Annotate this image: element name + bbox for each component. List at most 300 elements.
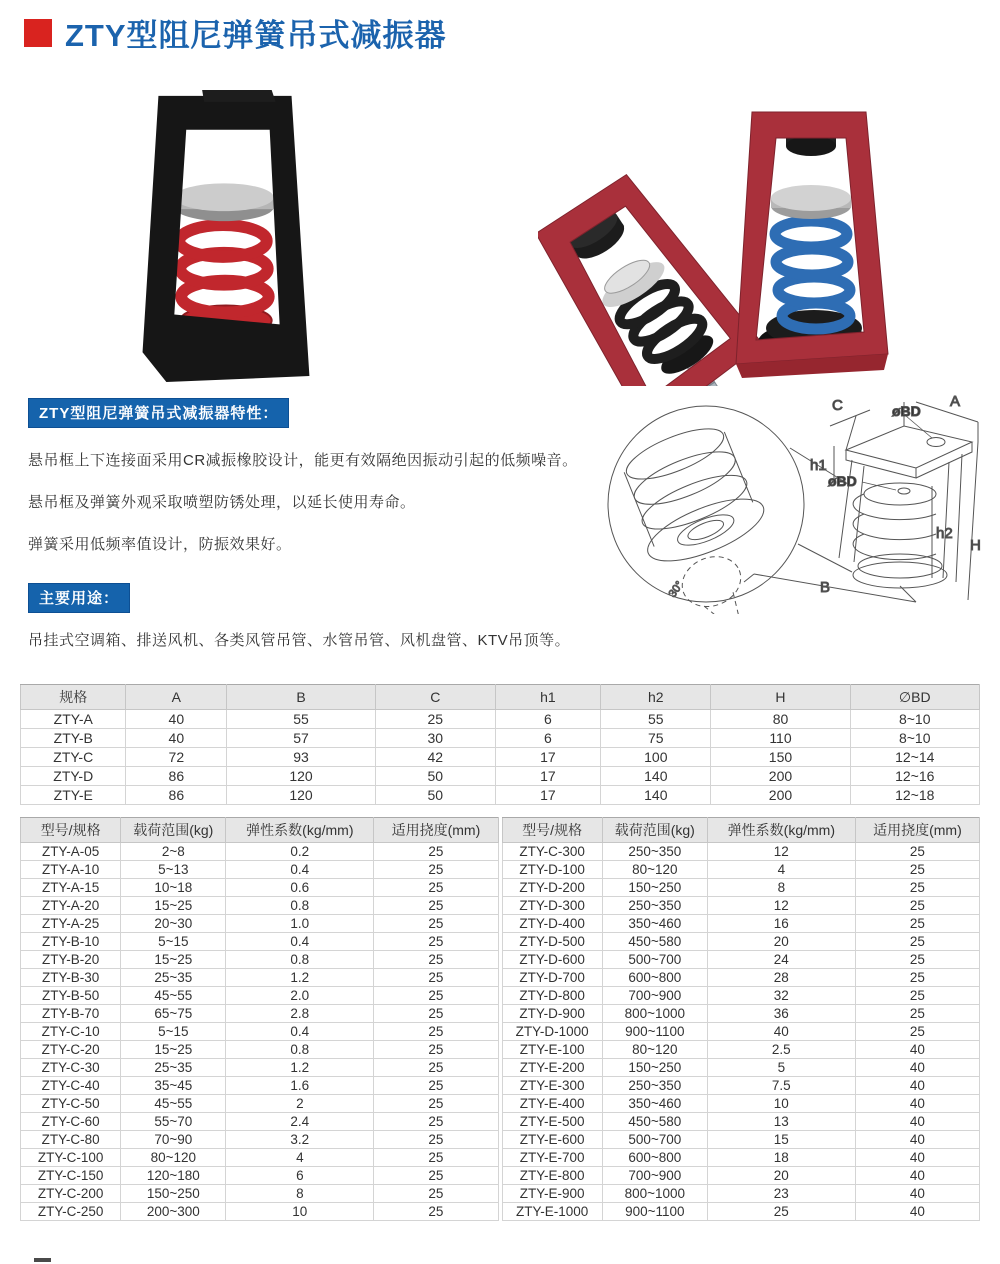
table-cell: 40 bbox=[855, 1203, 979, 1221]
table-cell: 100 bbox=[601, 748, 711, 767]
table-cell: ZTY-E-100 bbox=[502, 1041, 602, 1059]
table-cell: 42 bbox=[375, 748, 495, 767]
table-cell: 80~120 bbox=[602, 1041, 707, 1059]
table-cell: 12~14 bbox=[850, 748, 980, 767]
page-title-bar bbox=[24, 10, 447, 55]
table-cell: 8 bbox=[707, 879, 855, 897]
table-cell: ZTY-E-600 bbox=[502, 1131, 602, 1149]
table-row bbox=[21, 1113, 499, 1131]
table-cell: 40 bbox=[855, 1131, 979, 1149]
header-row bbox=[21, 685, 980, 710]
table-cell: ZTY-B-50 bbox=[21, 987, 121, 1005]
table-cell: ZTY-C-200 bbox=[21, 1185, 121, 1203]
table-row bbox=[21, 1041, 499, 1059]
table-cell: ZTY-B-10 bbox=[21, 933, 121, 951]
table-cell: 120 bbox=[227, 786, 376, 805]
table-cell: ZTY-B-30 bbox=[21, 969, 121, 987]
table-cell: 24 bbox=[707, 951, 855, 969]
column-header: A bbox=[126, 685, 227, 710]
table-cell: 25 bbox=[374, 933, 498, 951]
table-cell: ZTY-D-300 bbox=[502, 897, 602, 915]
table-cell: 65~75 bbox=[121, 1005, 226, 1023]
table-row bbox=[502, 951, 980, 969]
table-row bbox=[502, 969, 980, 987]
table-row bbox=[502, 843, 980, 861]
table-cell: 6 bbox=[495, 710, 600, 729]
table-cell: 50 bbox=[375, 767, 495, 786]
table-cell: 25 bbox=[374, 1185, 498, 1203]
table-cell: 12 bbox=[707, 843, 855, 861]
table-cell: 25 bbox=[855, 897, 979, 915]
table-cell: 40 bbox=[707, 1023, 855, 1041]
table-cell: 93 bbox=[227, 748, 376, 767]
table-cell: 120~180 bbox=[121, 1167, 226, 1185]
table-cell: 2~8 bbox=[121, 843, 226, 861]
red-hangers-illustration bbox=[538, 96, 906, 386]
table-row bbox=[502, 933, 980, 951]
table-cell: 700~900 bbox=[602, 987, 707, 1005]
table-row bbox=[21, 879, 499, 897]
table-row bbox=[21, 897, 499, 915]
table-row bbox=[502, 897, 980, 915]
table-cell: 25 bbox=[855, 1023, 979, 1041]
table-cell: 350~460 bbox=[602, 915, 707, 933]
table-cell: 17 bbox=[495, 786, 600, 805]
table-cell: ZTY-D-1000 bbox=[502, 1023, 602, 1041]
table-cell: 900~1100 bbox=[602, 1203, 707, 1221]
table-cell: 40 bbox=[855, 1113, 979, 1131]
table-cell: 7.5 bbox=[707, 1077, 855, 1095]
table-cell: 15~25 bbox=[121, 897, 226, 915]
dimension-diagram bbox=[594, 386, 982, 614]
table-cell: 350~460 bbox=[602, 1095, 707, 1113]
table-row bbox=[502, 1131, 980, 1149]
table-cell: 140 bbox=[601, 767, 711, 786]
table-cell: 40 bbox=[855, 1059, 979, 1077]
table-cell: 150~250 bbox=[602, 879, 707, 897]
table-cell: 25~35 bbox=[121, 969, 226, 987]
table-cell: ZTY-D-900 bbox=[502, 1005, 602, 1023]
table-row bbox=[502, 861, 980, 879]
table-cell: ZTY-E bbox=[21, 786, 126, 805]
column-header: 载荷范围(kg) bbox=[602, 818, 707, 843]
table-cell: 40 bbox=[855, 1185, 979, 1203]
table-cell: ZTY-E-700 bbox=[502, 1149, 602, 1167]
table-cell: 25 bbox=[374, 1167, 498, 1185]
table-cell: 25 bbox=[855, 1005, 979, 1023]
product-photo-black-hanger bbox=[122, 86, 322, 384]
table-cell: 10~18 bbox=[121, 879, 226, 897]
table-row bbox=[21, 786, 980, 805]
table-row bbox=[21, 987, 499, 1005]
table-cell: 25 bbox=[707, 1203, 855, 1221]
table-cell: 0.8 bbox=[226, 951, 374, 969]
table-cell: 5~13 bbox=[121, 861, 226, 879]
table-cell: 80 bbox=[711, 710, 850, 729]
table-cell: 1.2 bbox=[226, 969, 374, 987]
table-cell: 25 bbox=[374, 843, 498, 861]
table-cell: 18 bbox=[707, 1149, 855, 1167]
table-cell: 0.2 bbox=[226, 843, 374, 861]
table-cell: ZTY-D-400 bbox=[502, 915, 602, 933]
table-cell: ZTY-D-100 bbox=[502, 861, 602, 879]
table-cell: 0.8 bbox=[226, 1041, 374, 1059]
table-cell: ZTY-C-10 bbox=[21, 1023, 121, 1041]
table-cell: 55 bbox=[601, 710, 711, 729]
table-cell: ZTY-C-250 bbox=[21, 1203, 121, 1221]
table-cell: 5~15 bbox=[121, 1023, 226, 1041]
table-cell: 72 bbox=[126, 748, 227, 767]
table-cell: ZTY-A-15 bbox=[21, 879, 121, 897]
table-cell: 4 bbox=[707, 861, 855, 879]
table-cell: 1.0 bbox=[226, 915, 374, 933]
table-cell: 20 bbox=[707, 1167, 855, 1185]
table-cell: 55~70 bbox=[121, 1113, 226, 1131]
table-cell: 0.8 bbox=[226, 897, 374, 915]
column-header: C bbox=[375, 685, 495, 710]
table-cell: ZTY-B-70 bbox=[21, 1005, 121, 1023]
table-row bbox=[21, 748, 980, 767]
table-row bbox=[21, 915, 499, 933]
black-hanger-illustration bbox=[122, 86, 322, 384]
table-row bbox=[502, 1203, 980, 1221]
table-cell: ZTY-D-200 bbox=[502, 879, 602, 897]
table-cell: 70~90 bbox=[121, 1131, 226, 1149]
column-header: H bbox=[711, 685, 850, 710]
spec-table-left-wrap bbox=[20, 817, 499, 1221]
table-cell: ZTY-C-100 bbox=[21, 1149, 121, 1167]
column-header: 弹性系数(kg/mm) bbox=[226, 818, 374, 843]
red-square-bullet-icon bbox=[24, 19, 52, 47]
spec-table-left bbox=[20, 817, 499, 1221]
table-row bbox=[21, 767, 980, 786]
dim-label-h2: h2 bbox=[936, 525, 953, 542]
table-cell: ZTY-C-300 bbox=[502, 843, 602, 861]
table-cell: 120 bbox=[227, 767, 376, 786]
table-cell: 250~350 bbox=[602, 843, 707, 861]
table-cell: ZTY-D-800 bbox=[502, 987, 602, 1005]
table-cell: ZTY-D bbox=[21, 767, 126, 786]
table-cell: 17 bbox=[495, 767, 600, 786]
table-cell: 45~55 bbox=[121, 987, 226, 1005]
table-cell: 25 bbox=[374, 1059, 498, 1077]
table-cell: 2.5 bbox=[707, 1041, 855, 1059]
table-cell: ZTY-C bbox=[21, 748, 126, 767]
table-cell: ZTY-E-300 bbox=[502, 1077, 602, 1095]
table-cell: ZTY-A bbox=[21, 710, 126, 729]
column-header: 载荷范围(kg) bbox=[121, 818, 226, 843]
table-cell: 20 bbox=[707, 933, 855, 951]
table-cell: 2.0 bbox=[226, 987, 374, 1005]
table-cell: 25 bbox=[855, 843, 979, 861]
table-row bbox=[21, 843, 499, 861]
table-cell: 140 bbox=[601, 786, 711, 805]
dimension-table bbox=[20, 684, 980, 805]
table-cell: 1.2 bbox=[226, 1059, 374, 1077]
table-cell: 17 bbox=[495, 748, 600, 767]
table-cell: ZTY-E-900 bbox=[502, 1185, 602, 1203]
product-photo-red-hangers bbox=[538, 96, 906, 386]
features-heading-banner: ZTY型阻尼弹簧吊式减振器特性： bbox=[28, 398, 289, 428]
table-row bbox=[21, 729, 980, 748]
table-cell: 12~18 bbox=[850, 786, 980, 805]
table-row bbox=[21, 1203, 499, 1221]
table-row bbox=[21, 1023, 499, 1041]
table-cell: 150~250 bbox=[602, 1059, 707, 1077]
table-row bbox=[502, 1167, 980, 1185]
table-cell: 0.4 bbox=[226, 1023, 374, 1041]
table-row bbox=[502, 1149, 980, 1167]
table-cell: ZTY-E-800 bbox=[502, 1167, 602, 1185]
table-cell: 35~45 bbox=[121, 1077, 226, 1095]
usage-section bbox=[28, 583, 748, 650]
table-cell: 13 bbox=[707, 1113, 855, 1131]
table-cell: 10 bbox=[707, 1095, 855, 1113]
table-cell: ZTY-C-30 bbox=[21, 1059, 121, 1077]
table-cell: 23 bbox=[707, 1185, 855, 1203]
table-cell: 25 bbox=[374, 879, 498, 897]
features-section bbox=[28, 398, 603, 554]
table-cell: 0.4 bbox=[226, 933, 374, 951]
table-cell: 30 bbox=[375, 729, 495, 748]
table-cell: 25 bbox=[374, 1077, 498, 1095]
table-cell: 800~1000 bbox=[602, 1185, 707, 1203]
table-cell: 25 bbox=[374, 1203, 498, 1221]
dim-label-h1: h1 bbox=[810, 457, 827, 474]
table-cell: 15 bbox=[707, 1131, 855, 1149]
table-cell: 40 bbox=[855, 1041, 979, 1059]
table-cell: ZTY-A-05 bbox=[21, 843, 121, 861]
table-cell: 25 bbox=[374, 915, 498, 933]
table-cell: 25~35 bbox=[121, 1059, 226, 1077]
table-cell: 12 bbox=[707, 897, 855, 915]
table-cell: 5~15 bbox=[121, 933, 226, 951]
table-cell: 25 bbox=[374, 861, 498, 879]
table-row bbox=[502, 1023, 980, 1041]
dimension-table-section bbox=[20, 684, 980, 805]
table-cell: 600~800 bbox=[602, 1149, 707, 1167]
table-cell: 25 bbox=[374, 951, 498, 969]
usage-text: 吊挂式空调箱、排送风机、各类风管吊管、水管吊管、风机盘管、KTV吊顶等。 bbox=[28, 632, 571, 649]
column-header: h2 bbox=[601, 685, 711, 710]
table-row bbox=[21, 933, 499, 951]
table-cell: 700~900 bbox=[602, 1167, 707, 1185]
table-cell: 80~120 bbox=[602, 861, 707, 879]
dim-label-b: B bbox=[820, 579, 831, 596]
table-row bbox=[21, 1077, 499, 1095]
table-cell: 0.6 bbox=[226, 879, 374, 897]
table-cell: 50 bbox=[375, 786, 495, 805]
column-header: 弹性系数(kg/mm) bbox=[707, 818, 855, 843]
table-row bbox=[21, 1131, 499, 1149]
table-cell: 25 bbox=[374, 1113, 498, 1131]
table-cell: 15~25 bbox=[121, 1041, 226, 1059]
table-cell: 2 bbox=[226, 1095, 374, 1113]
column-header: h1 bbox=[495, 685, 600, 710]
table-cell: 25 bbox=[855, 915, 979, 933]
table-row bbox=[502, 987, 980, 1005]
table-row bbox=[502, 1113, 980, 1131]
dim-label-bd-top: øBD bbox=[892, 403, 921, 419]
table-cell: 10 bbox=[226, 1203, 374, 1221]
table-cell: 45~55 bbox=[121, 1095, 226, 1113]
table-cell: 25 bbox=[374, 1095, 498, 1113]
table-cell: 15~25 bbox=[121, 951, 226, 969]
table-cell: 25 bbox=[855, 951, 979, 969]
table-cell: 1.6 bbox=[226, 1077, 374, 1095]
table-cell: ZTY-C-20 bbox=[21, 1041, 121, 1059]
table-cell: 57 bbox=[227, 729, 376, 748]
table-cell: 86 bbox=[126, 767, 227, 786]
table-row bbox=[21, 1005, 499, 1023]
table-cell: 36 bbox=[707, 1005, 855, 1023]
table-cell: 25 bbox=[855, 987, 979, 1005]
column-header: 规格 bbox=[21, 685, 126, 710]
table-cell: 25 bbox=[375, 710, 495, 729]
column-header: ∅BD bbox=[850, 685, 980, 710]
table-cell: 80~120 bbox=[121, 1149, 226, 1167]
page-title: ZTY型阻尼弹簧吊式减振器 bbox=[65, 18, 447, 53]
table-cell: ZTY-C-150 bbox=[21, 1167, 121, 1185]
table-row bbox=[21, 861, 499, 879]
table-cell: 25 bbox=[855, 879, 979, 897]
spec-table-right bbox=[502, 817, 981, 1221]
table-cell: ZTY-A-20 bbox=[21, 897, 121, 915]
table-cell: 75 bbox=[601, 729, 711, 748]
table-row bbox=[502, 1041, 980, 1059]
table-cell: 5 bbox=[707, 1059, 855, 1077]
table-cell: 3.2 bbox=[226, 1131, 374, 1149]
feature-item: 弹簧采用低频率值设计，防振效果好。 bbox=[28, 536, 292, 553]
table-cell: ZTY-C-50 bbox=[21, 1095, 121, 1113]
table-row bbox=[502, 915, 980, 933]
column-header: 型号/规格 bbox=[502, 818, 602, 843]
column-header: 适用挠度(mm) bbox=[855, 818, 979, 843]
table-row bbox=[502, 1005, 980, 1023]
table-cell: 900~1100 bbox=[602, 1023, 707, 1041]
table-cell: 40 bbox=[855, 1167, 979, 1185]
table-cell: 6 bbox=[226, 1167, 374, 1185]
table-cell: 25 bbox=[374, 1005, 498, 1023]
angle-label: 30° bbox=[666, 579, 687, 600]
table-row bbox=[502, 1077, 980, 1095]
table-cell: ZTY-B-20 bbox=[21, 951, 121, 969]
table-cell: 86 bbox=[126, 786, 227, 805]
table-cell: 150~250 bbox=[121, 1185, 226, 1203]
column-header: 适用挠度(mm) bbox=[374, 818, 498, 843]
table-cell: 2.4 bbox=[226, 1113, 374, 1131]
table-cell: 55 bbox=[227, 710, 376, 729]
table-cell: 40 bbox=[855, 1095, 979, 1113]
table-cell: ZTY-A-25 bbox=[21, 915, 121, 933]
table-row bbox=[21, 951, 499, 969]
table-cell: 25 bbox=[374, 1041, 498, 1059]
dim-label-h: H bbox=[970, 537, 981, 554]
table-cell: 250~350 bbox=[602, 1077, 707, 1095]
table-cell: ZTY-D-500 bbox=[502, 933, 602, 951]
usage-heading-banner: 主要用途： bbox=[28, 583, 130, 613]
technical-drawing bbox=[594, 386, 982, 614]
table-cell: ZTY-E-500 bbox=[502, 1113, 602, 1131]
dim-label-a: A bbox=[950, 393, 961, 410]
table-cell: 450~580 bbox=[602, 1113, 707, 1131]
table-cell: 28 bbox=[707, 969, 855, 987]
table-cell: 250~350 bbox=[602, 897, 707, 915]
feature-item: 悬吊框上下连接面采用CR减振橡胶设计，能更有效隔绝因振动引起的低频噪音。 bbox=[28, 452, 578, 469]
table-cell: 6 bbox=[495, 729, 600, 748]
table-row bbox=[21, 1149, 499, 1167]
table-cell: 8~10 bbox=[850, 710, 980, 729]
table-row bbox=[502, 1059, 980, 1077]
table-cell: 40 bbox=[855, 1077, 979, 1095]
table-row bbox=[21, 1095, 499, 1113]
table-cell: 2.8 bbox=[226, 1005, 374, 1023]
table-cell: ZTY-E-200 bbox=[502, 1059, 602, 1077]
table-cell: 25 bbox=[374, 987, 498, 1005]
table-cell: ZTY-C-40 bbox=[21, 1077, 121, 1095]
table-row bbox=[21, 969, 499, 987]
table-cell: 110 bbox=[711, 729, 850, 748]
table-cell: 40 bbox=[855, 1149, 979, 1167]
column-header: 型号/规格 bbox=[21, 818, 121, 843]
dim-label-c: C bbox=[832, 397, 843, 414]
table-cell: ZTY-D-600 bbox=[502, 951, 602, 969]
table-cell: 25 bbox=[855, 933, 979, 951]
table-cell: ZTY-D-700 bbox=[502, 969, 602, 987]
spec-table-right-wrap bbox=[502, 817, 981, 1221]
next-section-bullet-fragment bbox=[34, 1258, 51, 1262]
column-header: B bbox=[227, 685, 376, 710]
table-cell: 500~700 bbox=[602, 1131, 707, 1149]
header-row bbox=[502, 818, 980, 843]
table-cell: 450~580 bbox=[602, 933, 707, 951]
table-cell: 800~1000 bbox=[602, 1005, 707, 1023]
table-cell: 200 bbox=[711, 786, 850, 805]
table-cell: 16 bbox=[707, 915, 855, 933]
table-cell: 0.4 bbox=[226, 861, 374, 879]
table-cell: ZTY-B bbox=[21, 729, 126, 748]
table-cell: 25 bbox=[374, 1023, 498, 1041]
table-cell: 150 bbox=[711, 748, 850, 767]
table-cell: ZTY-C-80 bbox=[21, 1131, 121, 1149]
table-cell: ZTY-E-1000 bbox=[502, 1203, 602, 1221]
table-cell: 200~300 bbox=[121, 1203, 226, 1221]
table-row bbox=[502, 1095, 980, 1113]
dim-label-bd-mid: øBD bbox=[828, 473, 857, 489]
table-cell: 600~800 bbox=[602, 969, 707, 987]
table-cell: 20~30 bbox=[121, 915, 226, 933]
feature-item: 悬吊框及弹簧外观采取喷塑防锈处理，以延长使用寿命。 bbox=[28, 494, 416, 511]
table-cell: 25 bbox=[374, 1149, 498, 1167]
table-cell: 25 bbox=[374, 897, 498, 915]
table-cell: 4 bbox=[226, 1149, 374, 1167]
table-cell: 25 bbox=[374, 1131, 498, 1149]
table-cell: ZTY-C-60 bbox=[21, 1113, 121, 1131]
table-cell: 25 bbox=[855, 969, 979, 987]
table-cell: 200 bbox=[711, 767, 850, 786]
table-cell: 25 bbox=[374, 969, 498, 987]
table-cell: ZTY-E-400 bbox=[502, 1095, 602, 1113]
table-cell: 40 bbox=[126, 710, 227, 729]
table-cell: 40 bbox=[126, 729, 227, 748]
table-row bbox=[502, 1185, 980, 1203]
table-row bbox=[21, 1059, 499, 1077]
table-cell: 32 bbox=[707, 987, 855, 1005]
table-cell: 8 bbox=[226, 1185, 374, 1203]
spec-tables-section bbox=[20, 817, 980, 1221]
table-cell: 500~700 bbox=[602, 951, 707, 969]
header-row bbox=[21, 818, 499, 843]
